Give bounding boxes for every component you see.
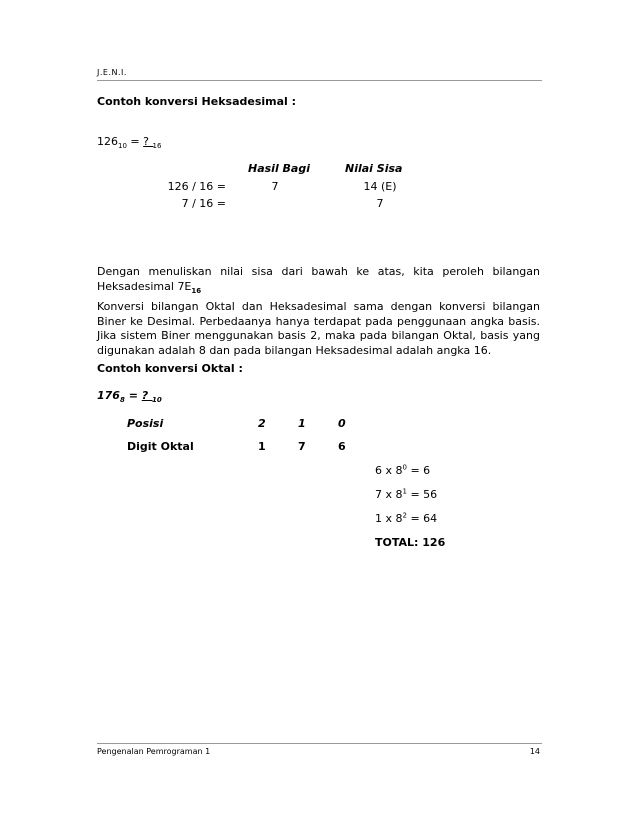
footer-rule xyxy=(97,743,542,744)
hex-conclusion-value: 7E xyxy=(177,279,192,293)
hex-row2-expr: 7 / 16 = xyxy=(181,197,226,210)
octal-row1-value: 1 xyxy=(298,417,306,430)
hex-problem xyxy=(97,135,162,151)
octal-problem-equals: = xyxy=(128,389,138,402)
hex-octal-paragraph: Konversi bilangan Oktal dan Heksadesimal sama dengan konversi bilangan Biner ke Desimal. Perbedaanya hanya terdapat pada penggunaan angka basis. Jika sistem Biner menggunakan basis 2, maka pada bilangan Oktal, basis yang digunakan adalah 8 dan pada bilangan Heksadesimal adalah angka 16. xyxy=(97,300,540,357)
octal-row1-value: 0 xyxy=(338,417,346,430)
octal-row2-value: 1 xyxy=(258,440,266,453)
hex-col-remainder: Nilai Sisa xyxy=(345,162,403,175)
octal-calc-line: 7 x $8^1 = 56$ xyxy=(375,487,438,501)
hex-row1-expr: 126 / 16 = xyxy=(167,180,226,193)
octal-calc-line: 6 x $8^0 = 6$ xyxy=(375,463,431,477)
octal-section-title: Contoh konversi Oktal : xyxy=(97,362,243,375)
octal-row1-value: 2 xyxy=(258,417,266,430)
octal-problem-base-from: 8 xyxy=(119,396,125,405)
footer-title: Pengenalan Pemrograman 1 xyxy=(97,747,211,756)
octal-row2-value: 7 xyxy=(298,440,306,453)
octal-row1-label: Posisi xyxy=(127,417,164,430)
octal-total: TOTAL: 126 xyxy=(375,536,446,549)
hex-col-quotient: Hasil Bagi xyxy=(248,162,310,175)
hex-row2-remainder: 7 xyxy=(376,197,384,210)
hex-problem-value: 126 xyxy=(97,135,118,148)
hex-problem-base-from: 10 xyxy=(118,142,127,151)
octal-row2-label: Digit Oktal xyxy=(127,440,194,453)
page-header: J.E.N.I. xyxy=(97,68,127,77)
hex-problem-equals: = xyxy=(130,135,140,148)
octal-calc-line: 1 x $8^2 = 64$ xyxy=(375,511,438,525)
octal-row2-value: 6 xyxy=(338,440,346,453)
hex-conclusion-base: 16 xyxy=(191,286,202,295)
header-rule xyxy=(97,80,542,81)
hex-problem-unknown: ? $_{16}$ xyxy=(143,135,162,151)
hex-conclusion-text: Dengan menuliskan nilai sisa dari bawah ke atas, kita peroleh bilangan Heksadesimal xyxy=(97,265,540,293)
hex-section-title: Contoh konversi Heksadesimal : xyxy=(97,95,297,108)
hex-row1-remainder: 14 (E) xyxy=(363,180,397,193)
octal-problem-unknown: ? $_{10}$ xyxy=(141,389,162,405)
octal-problem-value: 176 xyxy=(97,389,120,402)
octal-problem xyxy=(97,389,162,405)
hex-conclusion xyxy=(97,265,540,294)
footer-page-number: 14 xyxy=(529,747,540,756)
hex-row1-quotient: 7 xyxy=(271,180,279,193)
